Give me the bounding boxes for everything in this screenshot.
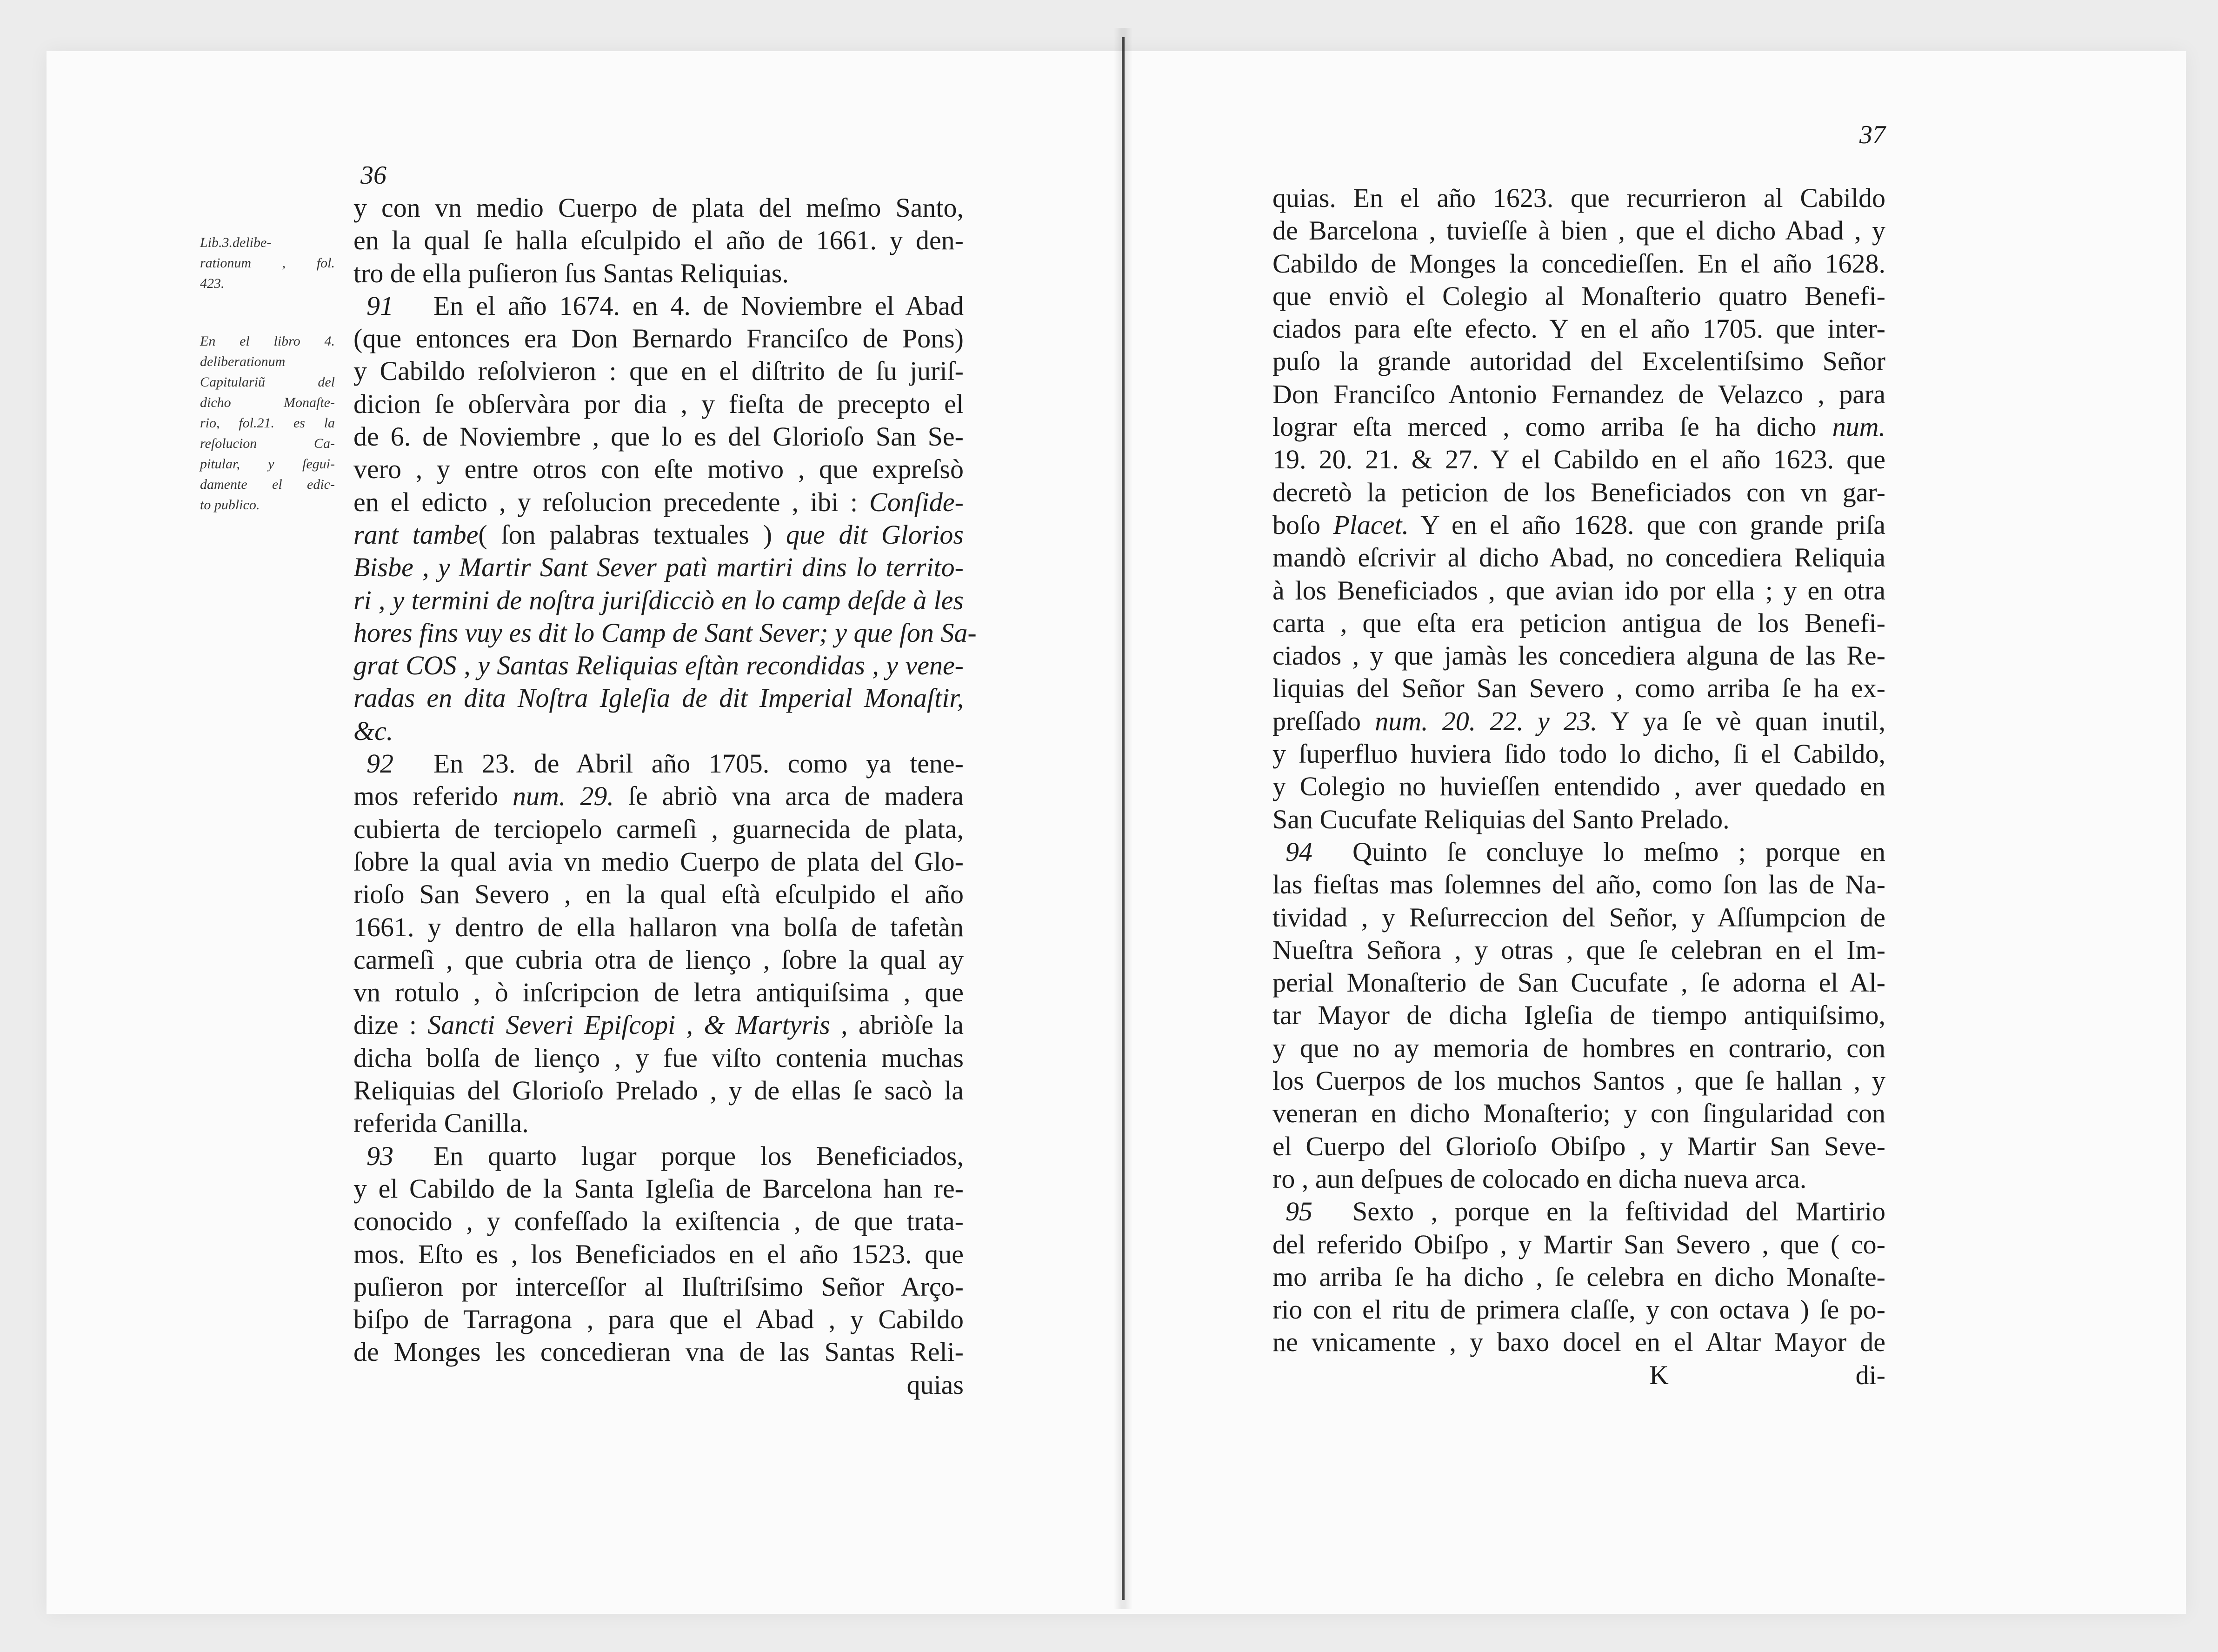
text-segment: y el Cabildo de la Santa Igleſia de Barcelona han re-: [353, 1173, 964, 1204]
right-page-text: [1272, 182, 1885, 1392]
text-line: [1272, 639, 1885, 672]
text-line: [353, 846, 964, 878]
italic-text: ri , y termini de noſtra juriſdicciò en lo camp deſde à les: [353, 585, 964, 615]
text-segment: mos. Eſto es , los Beneficiados en el año 1523. que: [353, 1239, 964, 1269]
page-number-right: 37: [1859, 120, 1885, 149]
margin-note-line: rio, fol.21. es la: [200, 415, 335, 431]
text-segment: y Colegio no huvieſſen entendido , aver quedado en: [1272, 771, 1885, 802]
text-line: [353, 322, 964, 355]
text-segment: los Cuerpos de los muchos Santos , que ſe hallan , y: [1272, 1066, 1885, 1096]
text-segment: biſpo de Tarragona , para que el Abad , y Cabildo: [353, 1304, 964, 1335]
text-segment: decretò la peticion de los Beneficiados con vn gar-: [1272, 477, 1885, 507]
text-line: [353, 813, 964, 846]
text-segment: y que no ay memoria de hombres en contrario, con: [1272, 1032, 1885, 1063]
margin-note-line: En el libro 4.: [200, 333, 335, 349]
margin-note-1: [200, 233, 335, 294]
margin-note-2: [200, 331, 335, 515]
text-segment: liquias del Señor San Severo , como arriba ſe ha ex-: [1272, 673, 1885, 704]
italic-text: rant tambe: [353, 519, 479, 550]
text-line: [1272, 999, 1885, 1032]
text-line: [353, 1238, 964, 1271]
text-line: [353, 584, 964, 617]
text-line: [1272, 934, 1885, 966]
text-line: [353, 878, 964, 911]
text-segment: 19. 20. 21. & 27. Y el Cabildo en el año 1623. que: [1272, 444, 1885, 475]
text-line: [1272, 868, 1885, 901]
italic-text: Placet.: [1333, 509, 1409, 540]
text-segment: veneran en dicho Monaſterio; y con ſingularidad con: [1272, 1098, 1885, 1129]
text-line: [1272, 738, 1885, 770]
text-line: [1272, 705, 1885, 738]
text-segment: En 23. de Abril año 1705. como ya tene-: [433, 748, 964, 779]
text-line: [353, 649, 964, 682]
paragraph-number: 94: [1286, 836, 1312, 867]
text-line: [353, 1205, 964, 1238]
italic-text: num.: [1832, 412, 1885, 442]
margin-note-line: rationum , fol.: [200, 255, 335, 271]
text-line: [1272, 1163, 1885, 1195]
text-line: [1272, 966, 1885, 999]
text-segment: ciados para eſte efecto. Y en el año 1705. que inter-: [1272, 313, 1885, 344]
text-line: [1272, 1065, 1885, 1097]
text-line: [1272, 1130, 1885, 1163]
margin-note-line: pitular, y ſegui-: [200, 456, 335, 472]
text-segment: de Barcelona , tuvieſſe à bien , que el dicho Abad , y: [1272, 215, 1885, 246]
text-line: [353, 1042, 964, 1074]
text-line: [353, 1140, 964, 1172]
text-line: [1272, 1195, 1885, 1228]
text-line: [353, 453, 964, 486]
text-line: [1272, 313, 1885, 345]
text-line: [1272, 214, 1885, 247]
text-line: [1272, 182, 1885, 214]
text-line: [353, 224, 964, 257]
text-segment: dize :: [353, 1010, 428, 1040]
text-segment: San Cucufate Reliquias del Santo Prelado.: [1272, 804, 1730, 834]
text-line: [1272, 476, 1885, 509]
italic-text: num. 20. 22. y 23.: [1375, 706, 1598, 736]
text-segment: quias. En el año 1623. que recurrieron al Cabildo: [1272, 183, 1885, 213]
text-line: [353, 911, 964, 944]
text-segment: vero , y entre otros con eſte motivo , que expreſsò: [353, 454, 964, 485]
text-segment: perial Monaſterio de San Cucufate , ſe adorna el Al-: [1272, 967, 1885, 998]
italic-text: que dit Glorios: [786, 519, 964, 550]
text-segment: cubierta de terciopelo carmeſì , guarnecida de plata,: [353, 813, 964, 844]
signature-line: [1272, 1359, 1885, 1392]
text-segment: referida Canilla.: [353, 1108, 529, 1139]
text-line: [1272, 247, 1885, 280]
paragraph-number: 93: [366, 1140, 393, 1171]
catchword-text: di-: [1855, 1359, 1885, 1390]
text-segment: que enviò el Colegio al Monaſterio quatro Benefi-: [1272, 280, 1885, 311]
text-segment: tro de ella puſieron ſus Santas Reliquias.: [353, 258, 789, 288]
text-line: [1272, 607, 1885, 639]
text-segment: ne vnicamente , y baxo docel en el Altar Mayor de: [1272, 1327, 1885, 1358]
text-line: [353, 290, 964, 322]
text-line: [353, 355, 964, 387]
text-line: [1272, 443, 1885, 476]
text-segment: En el año 1674. en 4. de Noviembre el Abad: [433, 290, 964, 321]
text-segment: mo arriba ſe ha dicho , ſe celebra en dicho Monaſte-: [1272, 1261, 1885, 1292]
text-segment: las fieſtas mas ſolemnes del año, como ſon las de Na-: [1272, 869, 1885, 900]
margin-note-line: deliberationum: [200, 354, 286, 369]
text-segment: puſieron por interceſſor al Iluſtriſsimo Señor Arço-: [353, 1271, 964, 1302]
text-segment: en la qual ſe halla eſculpido el año de 1661. y den-: [353, 225, 964, 256]
text-segment: dicha bolſa de lienço , y fue viſto contenia muchas: [353, 1042, 964, 1073]
margin-note-line: dicho Monaſte-: [200, 395, 335, 410]
text-segment: dicion ſe obſervàra por dia , y fieſta de precepto el: [353, 388, 964, 419]
text-segment: el Cuerpo del Glorioſo Obiſpo , y Martir San Seve-: [1272, 1131, 1885, 1161]
margin-note-line: Lib.3.delibe-: [200, 235, 272, 250]
text-segment: ſe abriò vna arca de madera: [613, 781, 964, 812]
text-segment: puſo la grande autoridad del Excelentiſsimo Señor: [1272, 346, 1885, 377]
italic-text: Bisbe , y Martir Sant Sever patì martiri dins lo territo-: [353, 552, 964, 583]
text-segment: rioſo San Severo , en la qual eſtà eſculpido el año: [353, 879, 964, 910]
margin-note-line: reſolucion Ca-: [200, 436, 335, 451]
binding-line: [1122, 37, 1125, 1600]
text-line: [353, 1107, 964, 1139]
text-segment: del referido Obiſpo , y Martir San Severo , que ( co-: [1272, 1229, 1885, 1259]
italic-text: &c.: [353, 715, 393, 746]
italic-text: num. 29.: [513, 781, 614, 812]
catchword: [353, 1369, 964, 1401]
text-segment: 1661. y dentro de ella hallaron vna bolſa de tafetàn: [353, 912, 964, 942]
text-line: [353, 486, 964, 519]
text-line: [1272, 345, 1885, 378]
text-segment: à los Beneficiados , que avian ido por ella ; y en otra: [1272, 575, 1885, 606]
text-segment: ro , aun deſpues de colocado en dicha nueva arca.: [1272, 1163, 1807, 1194]
margin-note-line: 423.: [200, 276, 225, 291]
text-line: [353, 257, 964, 290]
text-line: [353, 747, 964, 780]
text-segment: Quinto ſe concluye lo meſmo ; porque en: [1352, 836, 1885, 867]
text-line: [1272, 672, 1885, 705]
text-line: [353, 1336, 964, 1368]
text-line: [353, 519, 964, 551]
text-line: [353, 944, 964, 976]
text-segment: mandò eſcrivir al dicho Abad, no concediera Reliquia: [1272, 542, 1885, 573]
text-line: [1272, 411, 1885, 443]
text-line: [353, 420, 964, 453]
text-line: [1272, 574, 1885, 607]
text-line: [353, 1074, 964, 1107]
text-segment: Sexto , porque en la feſtividad del Martirio: [1352, 1196, 1885, 1227]
text-segment: carmeſì , que cubria otra de lienço , ſobre la qual ay: [353, 944, 964, 975]
page-number-left: 36: [360, 161, 386, 190]
text-line: [353, 192, 964, 224]
text-segment: rio con el ritu de primera claſſe, y con octava ) ſe po-: [1272, 1294, 1885, 1325]
text-segment: conocido , y confeſſado la exiſtencia , de que trata-: [353, 1206, 964, 1237]
text-line: [353, 1172, 964, 1205]
left-page-text: [353, 192, 977, 1401]
text-segment: y Cabildo reſolvieron : que en el diſtrito de ſu juriſ-: [353, 356, 964, 386]
text-line: [353, 682, 964, 714]
text-line: [1272, 1097, 1885, 1130]
text-segment: En quarto lugar porque los Beneficiados,: [433, 1140, 964, 1171]
text-segment: tar Mayor de dicha Igleſia de tiempo antiquiſsimo,: [1272, 1000, 1885, 1031]
text-line: [353, 388, 964, 420]
text-line: [1272, 1326, 1885, 1359]
text-line: [353, 715, 964, 747]
text-line: [1272, 378, 1885, 411]
text-line: [1272, 770, 1885, 803]
text-segment: Reliquias del Glorioſo Prelado , y de ellas ſe sacò la: [353, 1075, 964, 1106]
text-line: [1272, 901, 1885, 934]
text-line: [353, 1303, 964, 1336]
paragraph-number: 95: [1286, 1196, 1312, 1227]
text-line: [353, 976, 964, 1009]
text-segment: ciados , y que jamàs les concediera alguna de las Re-: [1272, 640, 1885, 671]
text-line: [1272, 803, 1885, 836]
text-line: [353, 617, 977, 649]
text-segment: Don Franciſco Antonio Fernandez de Velazco , para: [1272, 379, 1885, 409]
text-segment: ( ſon palabras textuales ): [478, 519, 786, 550]
text-segment: (que entonces era Don Bernardo Franciſco de Pons): [353, 323, 964, 354]
text-segment: Y en el año 1628. que con grande priſa: [1409, 509, 1885, 540]
text-segment: de Monges les concedieran vna de las Santas Reli-: [353, 1337, 964, 1367]
text-line: [353, 1271, 964, 1303]
text-segment: boſo: [1272, 509, 1333, 540]
text-segment: vn rotulo , ò inſcripcion de letra antiquiſsima , que: [353, 977, 964, 1008]
text-segment: ſobre la qual avia vn medio Cuerpo de plata del Glo-: [353, 846, 964, 877]
text-segment: Nueſtra Señora , y otras , que ſe celebran en el Im-: [1272, 934, 1885, 965]
text-segment: y con vn medio Cuerpo de plata del meſmo Santo,: [353, 193, 964, 223]
text-line: [353, 780, 964, 813]
italic-text: Sancti Severi Epiſcopi , & Martyris ,: [427, 1010, 848, 1040]
text-line: [1272, 1032, 1885, 1065]
text-line: [1272, 1261, 1885, 1293]
text-segment: en el edicto , y reſolucion precedente , ibi :: [353, 486, 870, 517]
text-segment: lograr eſta merced , como arriba ſe ha dicho: [1272, 412, 1832, 442]
signature-mark: K: [1649, 1359, 1669, 1390]
text-segment: carta , que eſta era peticion antigua de los Benefi-: [1272, 607, 1885, 638]
text-line: [353, 1009, 964, 1041]
margin-note-line: to publico.: [200, 497, 260, 513]
text-line: [1272, 280, 1885, 313]
text-line: [1272, 836, 1885, 868]
margin-note-line: damente el edic-: [200, 477, 335, 492]
italic-text: Conſide-: [869, 486, 964, 517]
catchword-text: quias: [906, 1369, 964, 1400]
text-line: [1272, 1293, 1885, 1326]
text-line: [1272, 509, 1885, 541]
margin-note-line: Capitulariũ del: [200, 374, 335, 390]
text-line: [1272, 1228, 1885, 1261]
text-segment: mos referido: [353, 781, 513, 812]
text-segment: preſſado: [1272, 706, 1375, 736]
text-line: [1272, 541, 1885, 574]
italic-text: radas en dita Noſtra Igleſia de dit Imperial Monaſtir,: [353, 683, 964, 713]
text-segment: Cabildo de Monges la concedieſſen. En el año 1628.: [1272, 248, 1885, 279]
paragraph-number: 91: [366, 290, 393, 321]
text-segment: y ſuperfluo huviera ſido todo lo dicho, ſi el Cabildo,: [1272, 739, 1885, 769]
text-segment: de 6. de Noviembre , que lo es del Glorioſo San Se-: [353, 421, 964, 452]
text-segment: Y ya ſe vè quan inutil,: [1597, 706, 1885, 736]
text-segment: tividad , y Reſurreccion del Señor, y Aſſumpcion de: [1272, 902, 1885, 933]
paragraph-number: 92: [366, 748, 393, 779]
text-line: [353, 551, 964, 584]
text-segment: abriòſe la: [847, 1010, 964, 1040]
italic-text: grat COS , y Santas Reliquias eſtàn recondidas , y vene-: [353, 650, 964, 681]
italic-text: hores fins vuy es dit lo Camp de Sant Sever; y que ſon Sa-: [353, 617, 977, 648]
